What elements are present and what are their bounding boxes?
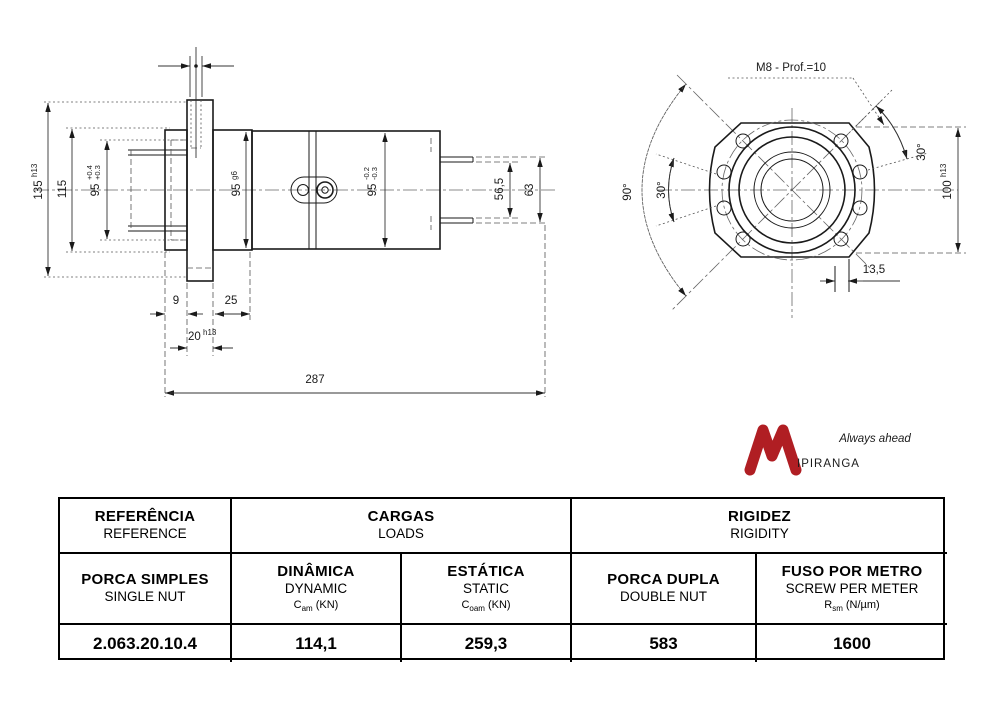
header-rigidity-pt: RIGIDEZ [728,507,791,525]
screw-shaft-left [128,150,187,231]
m8-thread-label: M8 - Prof.=10 [756,62,826,74]
value-dynamic-cell [232,625,402,662]
dim-25 [215,295,250,314]
value-dynamic: 114,1 [295,633,337,653]
logo-tagline: Always ahead [839,433,911,445]
dim-95-housing-label: 95 [90,183,102,197]
front-view-drawing [622,62,966,318]
header-dynamic-unit: $C_{am}$ (KN) [293,599,339,614]
angle-30-left-label: 30° [656,181,668,199]
header-static [402,554,572,625]
header-single-nut-en: SINGLE NUT [104,589,186,605]
header-single-nut-pt: PORCA SIMPLES [81,570,209,588]
dim-135-suffix: h13 [30,163,39,177]
dim-13-5 [820,259,900,292]
bottom-extension-lines [165,225,545,397]
value-screw-per-meter: 1600 [833,633,871,653]
header-dynamic-pt: DINÂMICA [277,562,355,580]
dim-95-housing-tol-lower: +0.3 [93,165,102,180]
logo [750,430,911,470]
dim-25-label: 25 [224,295,238,307]
dim-95-body-tol-upper: -0.2 [362,167,371,180]
header-dynamic-en: DYNAMIC [284,581,348,597]
dim-9 [150,295,203,314]
header-rigidity-en: RIGIDITY [730,526,789,542]
logo-wordmark: IPIRANGA [797,458,860,470]
angle-90-label: 90° [622,183,634,201]
value-static: 259,3 [464,633,508,653]
logo-mark [750,430,796,470]
header-rigidity [572,499,947,554]
spec-table [58,497,945,660]
angle-30-right-dim [876,106,928,161]
header-single-nut [60,554,232,625]
dim-95-g6-label: 95 [231,183,243,197]
dim-95-housing-tol-upper: +0.4 [85,165,94,180]
dim-20-label: 20 [188,331,201,343]
dim-95-body-label: 95 [367,183,379,197]
header-loads [232,499,572,554]
dim-287 [165,374,545,393]
dim-13-5-label: 13,5 [862,264,886,276]
dim-100-suffix: h13 [939,163,948,177]
header-reference [60,499,232,554]
dim-56-5-label: 56,5 [494,177,506,201]
dim-20 [170,328,233,348]
angle-30-right-label: 30° [916,143,928,161]
header-screw-per-meter-en: SCREW PER METER [785,581,919,597]
header-double-nut-pt: PORCA DUPLA [607,570,720,588]
header-screw-per-meter [757,554,947,625]
dim-135-label: 135 [33,180,45,200]
thread-callout [728,62,884,125]
header-loads-pt: CARGAS [367,507,435,525]
value-reference: 2.063.20.10.4 [93,633,197,653]
dim-115-label: 115 [57,179,69,199]
header-static-en: STATIC [463,581,509,597]
value-screw-per-meter-cell [757,625,947,662]
header-screw-per-meter-unit: $R_{sm}$ (N/µm) [824,599,880,614]
dim-100-label: 100 [942,180,954,200]
header-dynamic [232,554,402,625]
header-screw-per-meter-pt: FUSO POR METRO [781,562,923,580]
header-double-nut [572,554,757,625]
header-loads-en: LOADS [378,526,424,542]
mounting-flange [187,47,213,281]
dim-287-label: 287 [305,374,325,386]
value-static-cell [402,625,572,662]
dim-9-label: 9 [172,295,180,307]
dim-63-label: 63 [524,183,536,197]
dim-95-body-tol-lower: -0.3 [370,167,379,180]
dim-20-suffix: h13 [203,328,217,337]
header-reference-pt: REFERÊNCIA [94,507,196,525]
side-view-drawing [30,47,556,397]
value-reference-cell [60,625,232,662]
header-static-pt: ESTÁTICA [447,562,525,580]
header-reference-en: REFERENCE [103,526,187,542]
header-static-unit: $C_{oam}$ (KN) [461,599,511,614]
value-double-nut: 583 [649,633,678,653]
dim-95-g6-suffix: g6 [230,171,239,180]
value-double-nut-cell [572,625,757,662]
header-double-nut-en: DOUBLE NUT [619,589,707,605]
